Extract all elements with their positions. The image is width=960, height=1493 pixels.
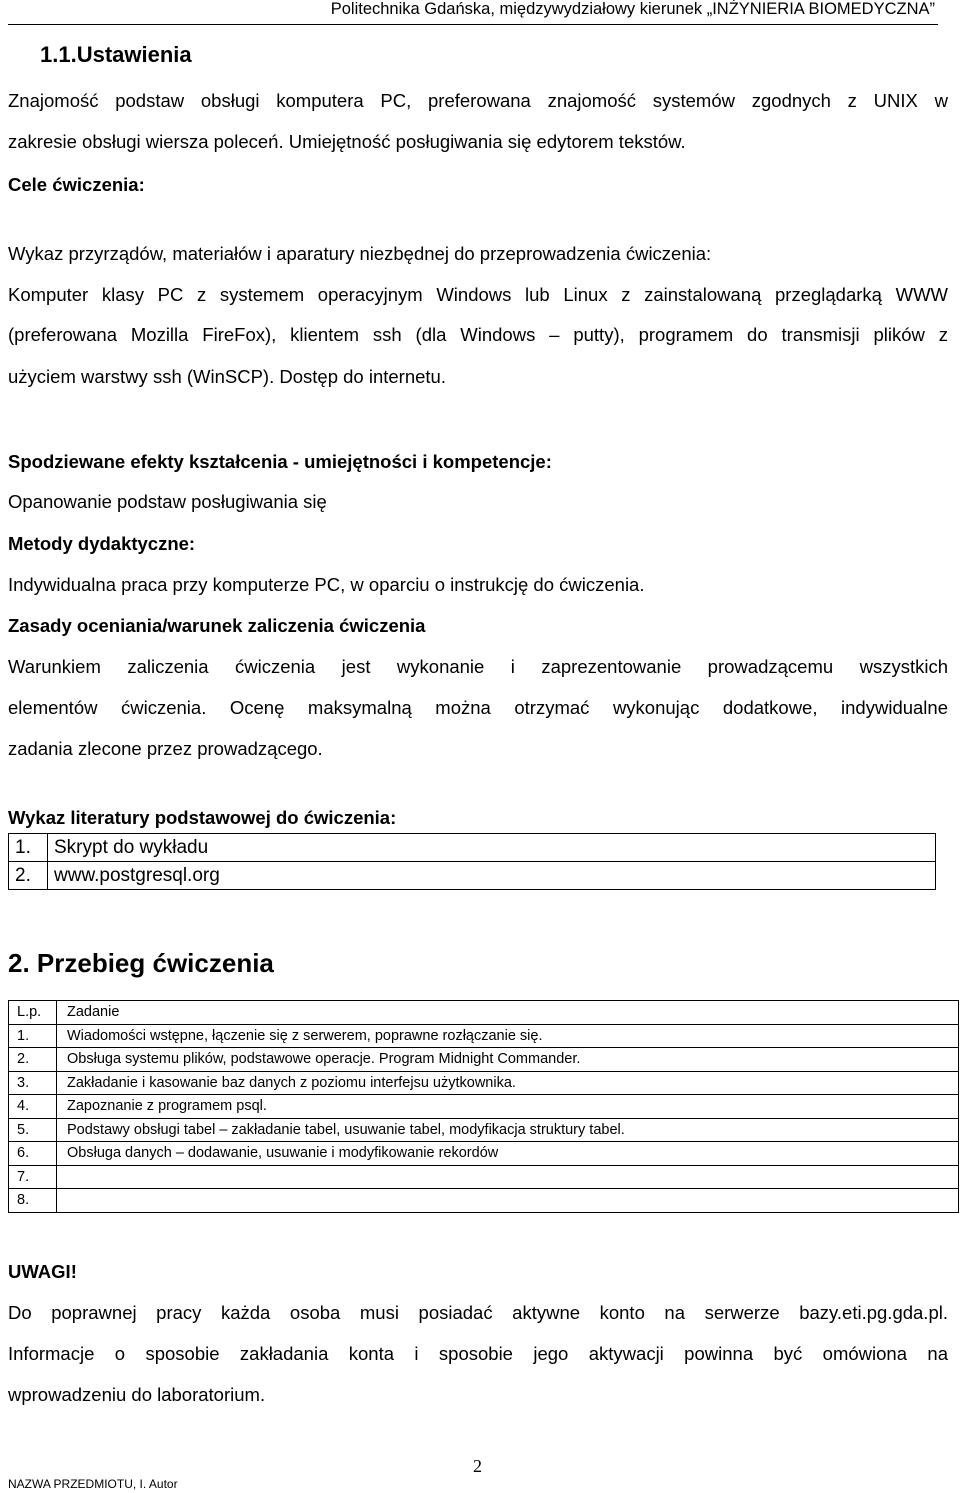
task-text: Wiadomości wstępne, łączenie się z serwerem, poprawne rozłączanie się. xyxy=(57,1024,959,1048)
header-rule xyxy=(8,24,938,25)
literatura-num: 1. xyxy=(9,834,48,862)
task-num: 2. xyxy=(9,1048,57,1072)
task-text: Obsługa danych – dodawanie, usuwanie i modyfikowanie rekordów xyxy=(57,1142,959,1166)
table-row xyxy=(9,834,936,862)
running-header: Politechnika Gdańska, międzywydziałowy kierunek „INŻYNIERIA BIOMEDYCZNA” xyxy=(330,0,935,18)
literatura-num: 2. xyxy=(9,862,48,890)
zasady-line-1: Warunkiem zaliczenia ćwiczenia jest wykonanie i zaprezentowanie prowadzącemu wszystkich xyxy=(8,656,948,677)
column-header-zadanie: Zadanie xyxy=(57,1001,959,1025)
ustawienia-paragraph-line-1: Znajomość podstaw obsługi komputera PC, preferowana znajomość systemów zgodnych z UNIX w xyxy=(8,90,948,111)
wykaz-przyrzadow-line-1: Komputer klasy PC z systemem operacyjnym Windows lub Linux z zainstalowaną przeglądarką WWW xyxy=(8,284,948,305)
zasady-line-2: elementów ćwiczenia. Ocenę maksymalną można otrzymać wykonując dodatkowe, indywidualne xyxy=(8,697,948,718)
ustawienia-paragraph-line-2: zakresie obsługi wiersza poleceń. Umiejętność posługiwania się edytorem tekstów. xyxy=(8,131,686,152)
table-row xyxy=(9,1095,959,1119)
uwagi-heading: UWAGI! xyxy=(8,1261,77,1282)
table-row xyxy=(9,1142,959,1166)
uwagi-line-2: Informacje o sposobie zakładania konta i sposobie jego aktywacji powinna być omówiona na xyxy=(8,1343,948,1364)
wykaz-przyrzadow-line-3: użyciem warstwy ssh (WinSCP). Dostęp do internetu. xyxy=(8,366,446,387)
task-num: 3. xyxy=(9,1071,57,1095)
task-text xyxy=(57,1189,959,1213)
footer-course-author: NAZWA PRZEDMIOTU, I. Autor xyxy=(8,1477,178,1491)
zasady-line-3: zadania zlecone przez prowadzącego. xyxy=(8,738,323,759)
task-num: 6. xyxy=(9,1142,57,1166)
literatura-heading: Wykaz literatury podstawowej do ćwiczenia: xyxy=(8,807,397,828)
metody-text: Indywidualna praca przy komputerze PC, w oparciu o instrukcję do ćwiczenia. xyxy=(8,574,645,595)
task-text: Zapoznanie z programem psql. xyxy=(57,1095,959,1119)
task-num: 8. xyxy=(9,1189,57,1213)
task-text: Zakładanie i kasowanie baz danych z poziomu interfejsu użytkownika. xyxy=(57,1071,959,1095)
przebieg-table xyxy=(8,1000,959,1213)
przebieg-title: 2. Przebieg ćwiczenia xyxy=(8,948,274,978)
table-row xyxy=(9,1071,959,1095)
table-header-row xyxy=(9,1001,959,1025)
table-row xyxy=(9,1118,959,1142)
uwagi-line-3: wprowadzeniu do laboratorium. xyxy=(8,1384,266,1405)
wykaz-przyrzadow-heading: Wykaz przyrządów, materiałów i aparatury niezbędnej do przeprowadzenia ćwiczenia: xyxy=(8,243,712,264)
efekty-heading: Spodziewane efekty kształcenia - umiejętności i kompetencje: xyxy=(8,451,552,472)
task-text xyxy=(57,1165,959,1189)
table-row xyxy=(9,1024,959,1048)
efekty-text: Opanowanie podstaw posługiwania się xyxy=(8,491,327,512)
metody-heading: Metody dydaktyczne: xyxy=(8,533,196,554)
table-row xyxy=(9,862,936,890)
column-header-lp: L.p. xyxy=(9,1001,57,1025)
wykaz-przyrzadow-line-2: (preferowana Mozilla FireFox), klientem ssh (dla Windows – putty), programem do transmisji plików z xyxy=(8,324,948,345)
task-num: 7. xyxy=(9,1165,57,1189)
literatura-item: Skrypt do wykładu xyxy=(48,834,936,862)
task-num: 1. xyxy=(9,1024,57,1048)
zasady-heading: Zasady oceniania/warunek zaliczenia ćwiczenia xyxy=(8,615,426,636)
table-row xyxy=(9,1189,959,1213)
task-text: Obsługa systemu plików, podstawowe operacje. Program Midnight Commander. xyxy=(57,1048,959,1072)
page-number: 2 xyxy=(473,1456,482,1476)
literatura-table xyxy=(8,833,936,890)
cele-heading: Cele ćwiczenia: xyxy=(8,174,145,195)
uwagi-line-1: Do poprawnej pracy każda osoba musi posiadać aktywne konto na serwerze bazy.eti.pg.gda.pl. xyxy=(8,1302,948,1323)
table-row xyxy=(9,1165,959,1189)
task-text: Podstawy obsługi tabel – zakładanie tabel, usuwanie tabel, modyfikacja struktury tabel. xyxy=(57,1118,959,1142)
section-title-ustawienia: 1.1.Ustawienia xyxy=(40,42,192,67)
task-num: 5. xyxy=(9,1118,57,1142)
literatura-item: www.postgresql.org xyxy=(48,862,936,890)
table-row xyxy=(9,1048,959,1072)
task-num: 4. xyxy=(9,1095,57,1119)
